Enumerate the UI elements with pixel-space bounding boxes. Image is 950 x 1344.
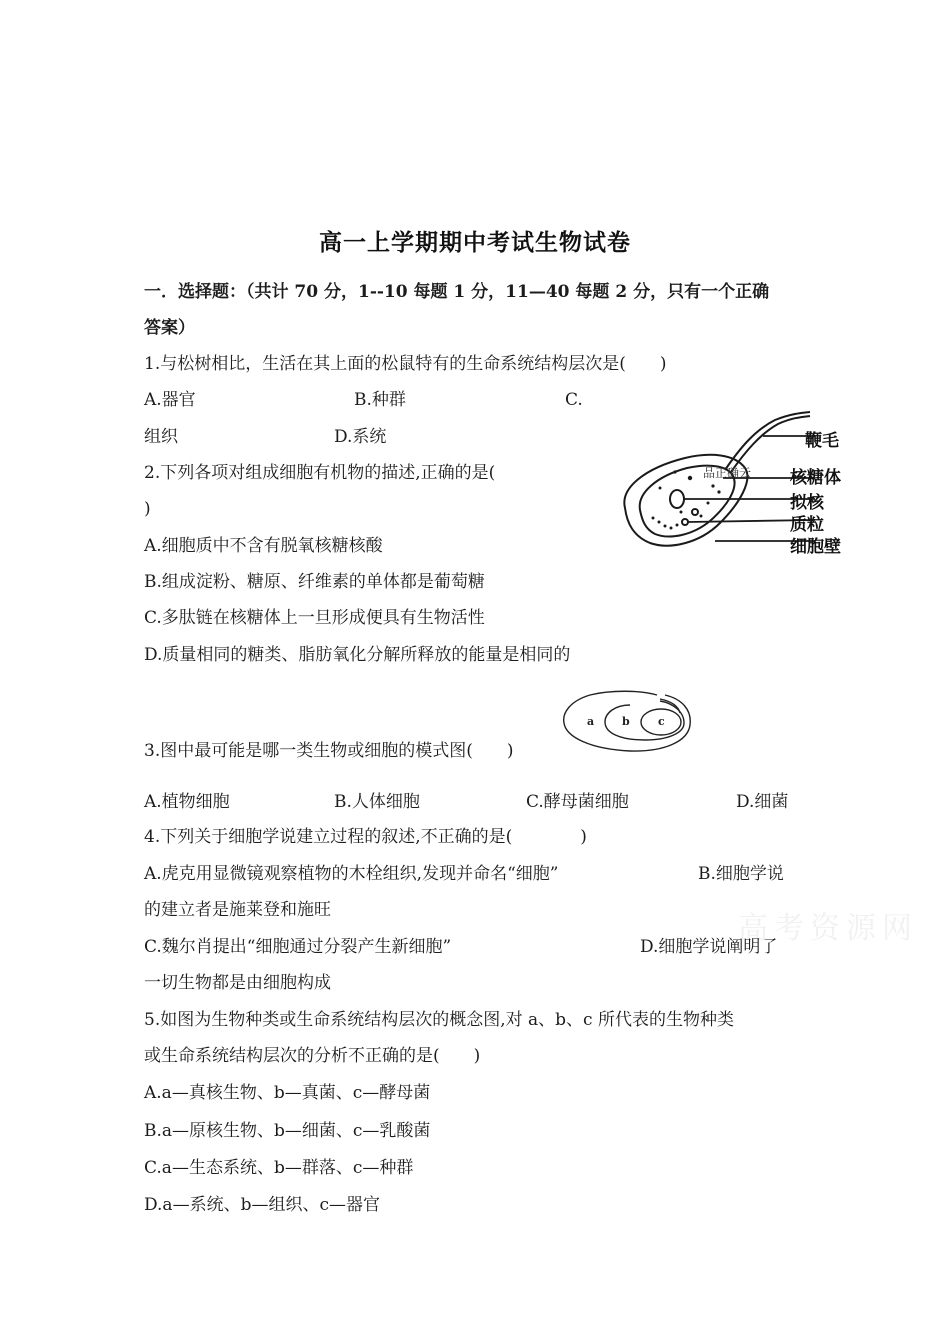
question-1-option-c-text: 组织 (144, 427, 178, 447)
section-heading: 一．选择题：（共计 70 分，1--10 每题 1 分，11—40 每题 2 分，只有一个正确 (144, 282, 770, 302)
section-heading-cont: 答案） (144, 318, 195, 338)
label-ribosome: 核糖体 (790, 468, 841, 488)
question-2-option-b: B.组成淀粉、糖原、纤维素的单体都是葡萄糖 (144, 572, 485, 592)
question-2-option-a: A.细胞质中不含有脱氧核糖核酸 (144, 536, 383, 556)
concept-diagram (560, 685, 700, 755)
label-flagellum: 鞭毛 (805, 431, 839, 451)
nested-ellipse-diagram (560, 685, 700, 755)
watermark: 高考资源网 (738, 911, 918, 946)
question-5-option-b: B.a—原核生物、b—细菌、c—乳酸菌 (144, 1121, 431, 1141)
question-3-option-c: C.酵母菌细胞 (526, 792, 629, 812)
question-4-stem: 4.下列关于细胞学说建立过程的叙述,不正确的是( ) (144, 827, 587, 847)
label-nucleoid: 拟核 (790, 493, 824, 513)
question-3-option-a: A.植物细胞 (144, 792, 230, 812)
question-4-option-d-cont: 一切生物都是由细胞构成 (144, 973, 331, 993)
question-4-option-b-cont: 的建立者是施莱登和施旺 (144, 900, 331, 920)
question-1-stem: 1.与松树相比，生活在其上面的松鼠特有的生命系统结构层次是( ) (144, 354, 667, 374)
question-3-option-d: D.细菌 (736, 792, 789, 812)
diagram-overlay-text: 品正确云 (703, 466, 752, 480)
svg-text:a: a (587, 715, 595, 728)
question-4-option-c: C.魏尔肖提出“细胞通过分裂产生新细胞” (144, 937, 452, 957)
question-5-option-a: A.a—真核生物、b—真菌、c—酵母菌 (144, 1083, 431, 1103)
bacterium-diagram (615, 408, 855, 558)
question-5-stem-cont: 或生命系统结构层次的分析不正确的是( ) (144, 1046, 481, 1066)
question-2-stem: 2.下列各项对组成细胞有机物的描述,正确的是( (144, 463, 496, 483)
question-4-option-b: B.细胞学说 (698, 864, 784, 884)
question-3-stem: 3.图中最可能是哪一类生物或细胞的模式图( ) (144, 741, 514, 761)
question-1-option-d: D.系统 (334, 427, 387, 447)
question-4-option-a: A.虎克用显微镜观察植物的木栓组织,发现并命名“细胞” (144, 864, 559, 884)
svg-text:c: c (658, 715, 665, 728)
question-3-option-b: B.人体细胞 (334, 792, 420, 812)
label-cell-wall: 细胞壁 (790, 537, 841, 557)
question-1-option-c-label: C. (565, 390, 583, 410)
question-4-option-d: D.细胞学说阐明了 (640, 937, 778, 957)
question-5-option-d: D.a—系统、b—组织、c—器官 (144, 1195, 380, 1215)
question-5-stem: 5.如图为生物种类或生命系统结构层次的概念图,对 a、b、c 所代表的生物种类 (144, 1010, 734, 1030)
page-title: 高一上学期期中考试生物试卷 (319, 229, 631, 256)
svg-text:b: b (622, 715, 630, 728)
question-2-option-d: D.质量相同的糖类、脂肪氧化分解所释放的能量是相同的 (144, 645, 571, 665)
label-plasmid: 质粒 (790, 515, 824, 535)
question-5-option-c: C.a—生态系统、b—群落、c—种群 (144, 1158, 414, 1178)
question-2-option-c: C.多肽链在核糖体上一旦形成便具有生物活性 (144, 608, 485, 628)
question-1-option-a: A.器官 (144, 390, 196, 410)
question-2-stem-cont: ) (144, 499, 151, 519)
question-1-option-b: B.种群 (354, 390, 406, 410)
